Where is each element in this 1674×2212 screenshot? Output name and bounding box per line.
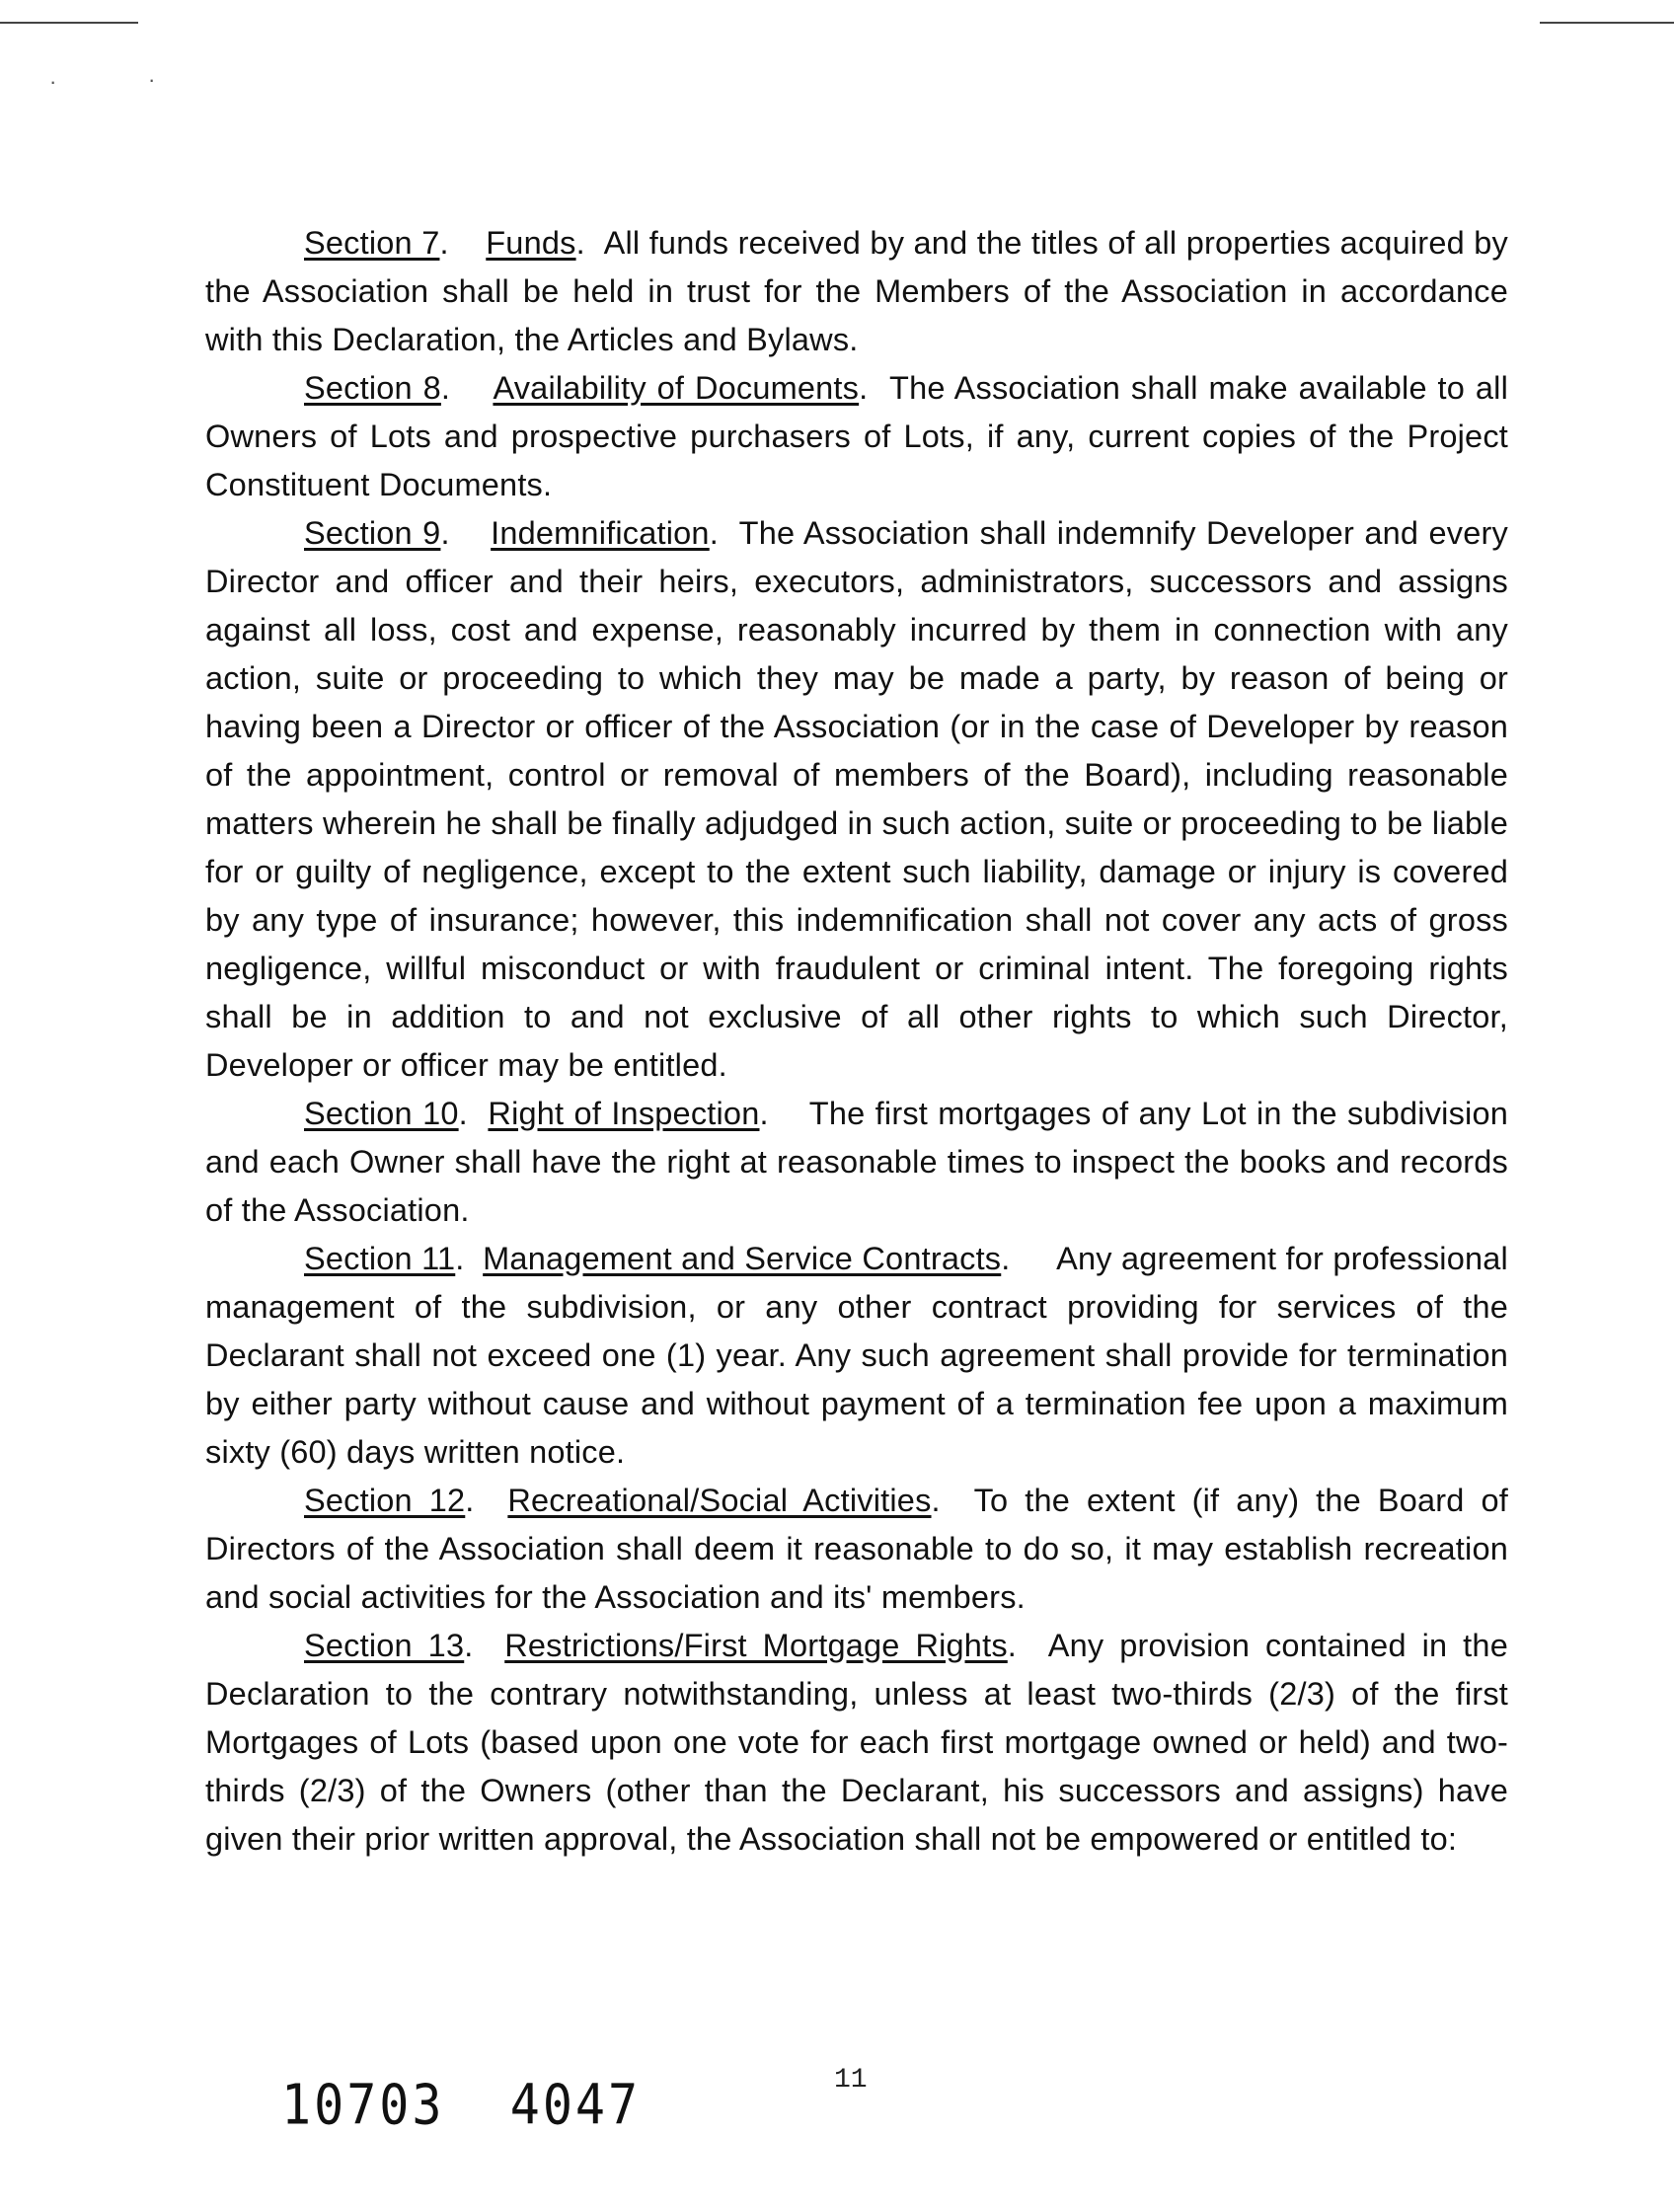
section-12-title: Recreational/Social Activities: [507, 1483, 932, 1518]
section-11-paragraph: Section 11. Management and Service Contracts. Any agreement for professional management of the subdivision, or any other contract providing for services of the Declarant shall not exceed one (1) year. Any such agreement shall provide for termination by either party without cause and without payment of a termination fee upon a maximum sixty (60) days written notice.: [205, 1241, 1508, 1470]
section-8-title: Availability of Documents: [493, 370, 860, 406]
scan-rule-right: [1540, 22, 1674, 24]
section-8-number: Section 8: [304, 370, 441, 406]
section-11-title: Management and Service Contracts: [483, 1241, 1002, 1276]
section-7-title: Funds: [486, 225, 576, 261]
section-8-paragraph: Section 8. Availability of Documents. The Association shall make available to all Owners of Lots and prospective purchasers of Lots, if any, current copies of the Project Constituent Documents.: [205, 370, 1508, 502]
section-13-body: Any provision contained in the Declaration to the contrary notwithstanding, unless at least two-thirds (2/3) of the first Mortgages of Lots (based upon one vote for each first mortgage owned or held) and two-thirds (2/3) of the Owners (other than the Declarant, his successors and assigns) have given their prior written approval, the Association shall not be empowered or entitled to:: [205, 1628, 1508, 1857]
section-12-body: To the extent (if any) the Board of Directors of the Association shall deem it reasonable to do so, it may establish recreation and social activities for the Association and its' members.: [205, 1483, 1508, 1615]
section-10-body: The first mortgages of any Lot in the subdivision and each Owner shall have the right at reasonable times to inspect the books and records of the Association.: [205, 1096, 1508, 1228]
section-9-paragraph: Section 9. Indemnification. The Association shall indemnify Developer and every Director and officer and their heirs, executors, administrators, successors and assigns against all loss, cost and expense, reasonably incurred by them in connection with any action, suite or proceeding to which they may be made a party, by reason of being or having been a Director or officer of the Association (or in the case of Developer by reason of the appointment, control or removal of members of the Board), including reasonable matters wherein he shall be finally adjudged in such action, suite or proceeding to be liable for or guilty of negligence, except to the extent such liability, damage or injury is covered by any type of insurance; however, this indemnification shall not cover any acts of gross negligence, willful misconduct or with fraudulent or criminal intent. The foregoing rights shall be in addition to and not exclusive of all other rights to which such Director, Developer or officer may be entitled.: [205, 515, 1508, 1083]
section-11-number: Section 11: [304, 1241, 456, 1276]
page-number: 11: [834, 2065, 868, 2096]
section-13-title: Restrictions/First Mortgage Rights: [504, 1628, 1008, 1663]
section-10-paragraph: Section 10. Right of Inspection. The first mortgages of any Lot in the subdivision and each Owner shall have the right at reasonable times to inspect the books and records of the Association.: [205, 1096, 1508, 1228]
section-12-number: Section 12: [304, 1483, 466, 1518]
section-7-number: Section 7: [304, 225, 440, 261]
section-9-title: Indemnification: [491, 515, 710, 551]
section-10-title: Right of Inspection: [488, 1096, 760, 1131]
section-10-number: Section 10: [304, 1096, 459, 1131]
scan-rule-left: [0, 22, 138, 24]
section-7-body: All funds received by and the titles of all properties acquired by the Association shall be held in trust for the Members of the Association in accordance with this Declaration, the Articles and Bylaws.: [205, 225, 1508, 357]
section-12-paragraph: Section 12. Recreational/Social Activities. To the extent (if any) the Board of Directors of the Association shall deem it reasonable to do so, it may establish recreation and social activities for the Association and its' members.: [205, 1483, 1508, 1615]
section-13-paragraph: Section 13. Restrictions/First Mortgage Rights. Any provision contained in the Declaration to the contrary notwithstanding, unless at least two-thirds (2/3) of the first Mortgages of Lots (based upon one vote for each first mortgage owned or held) and two-thirds (2/3) of the Owners (other than the Declarant, his successors and assigns) have given their prior written approval, the Association shall not be empowered or entitled to:: [205, 1628, 1508, 1857]
section-9-number: Section 9: [304, 515, 441, 551]
document-body: [205, 219, 1508, 1864]
section-7-paragraph: Section 7. Funds. All funds received by and the titles of all properties acquired by the Association shall be held in trust for the Members of the Association in accordance with this Declaration, the Articles and Bylaws.: [205, 225, 1508, 357]
scan-speck: ·: [148, 67, 156, 92]
section-11-body: Any agreement for professional management of the subdivision, or any other contract providing for services of the Declarant shall not exceed one (1) year. Any such agreement shall provide for termination by either party without cause and without payment of a termination fee upon a maximum sixty (60) days written notice.: [205, 1241, 1508, 1470]
recording-stamp: 10703 4047: [281, 2073, 642, 2137]
scan-speck: ·: [49, 69, 57, 94]
section-9-body: The Association shall indemnify Developer and every Director and officer and their heirs, executors, administrators, successors and assigns against all loss, cost and expense, reasonably incurred by them in connection with any action, suite or proceeding to which they may be made a party, by reason of being or having been a Director or officer of the Association (or in the case of Developer by reason of the appointment, control or removal of members of the Board), including reasonable matters wherein he shall be finally adjudged in such action, suite or proceeding to be liable for or guilty of negligence, except to the extent such liability, damage or injury is covered by any type of insurance; however, this indemnification shall not cover any acts of gross negligence, willful misconduct or with fraudulent or criminal intent. The foregoing rights shall be in addition to and not exclusive of all other rights to which such Director, Developer or officer may be entitled.: [205, 515, 1508, 1083]
section-13-number: Section 13: [304, 1628, 465, 1663]
section-8-body: The Association shall make available to all Owners of Lots and prospective purchasers of Lots, if any, current copies of the Project Constituent Documents.: [205, 370, 1508, 502]
